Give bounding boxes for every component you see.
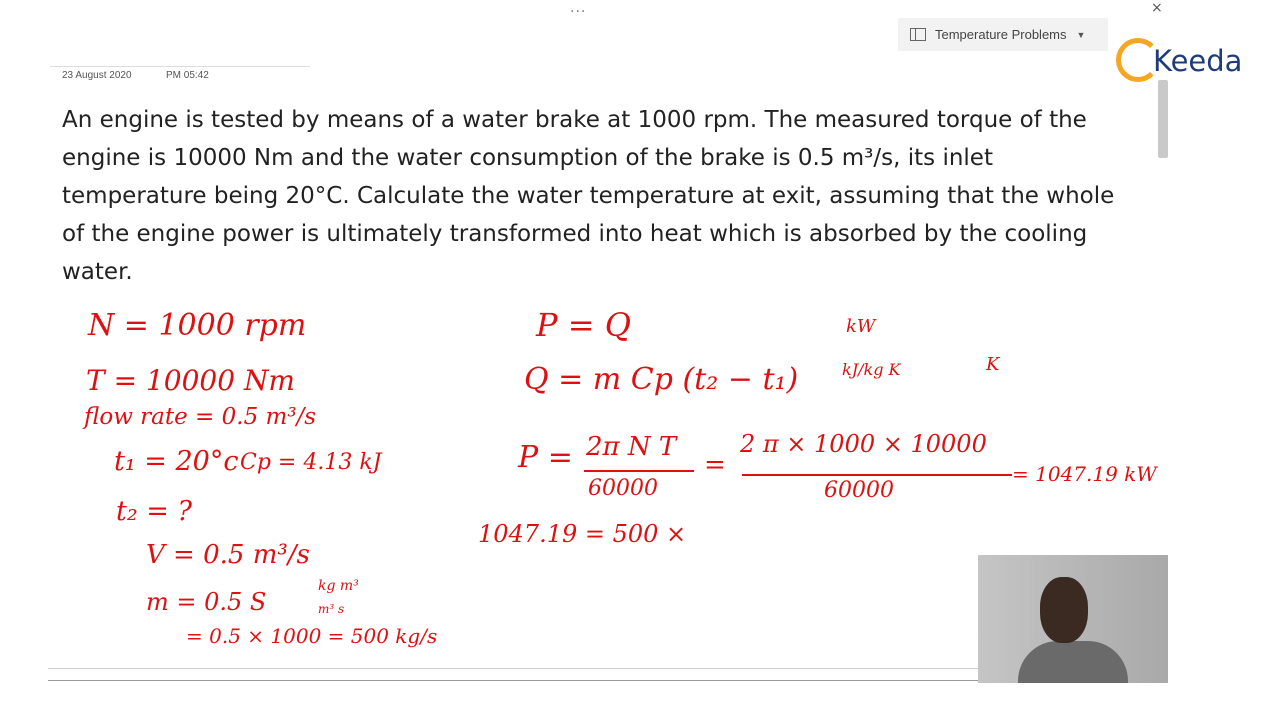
hand-volume: V = 0.5 m³/s (146, 540, 310, 570)
hand-t2: t₂ = ? (116, 496, 192, 527)
hand-mass-units-top: kg m³ (318, 578, 359, 594)
hand-p-equals-q: P = Q (536, 306, 631, 344)
more-options-icon[interactable]: ... (570, 0, 587, 16)
date-divider (50, 66, 310, 67)
presenter-webcam (978, 555, 1168, 683)
page-time: PM 05:42 (166, 70, 209, 81)
hand-power-label: P = (518, 440, 573, 475)
notebook-icon (910, 28, 926, 41)
page-date: 23 August 2020 (62, 70, 132, 81)
page-divider (48, 668, 978, 669)
hand-kw: kW (846, 316, 876, 337)
hand-power-numerator-2: 2 π × 1000 × 10000 (740, 430, 987, 458)
hand-power-result: = 1047.19 kW (1012, 462, 1157, 486)
hand-flow: flow rate = 0.5 m³/s (84, 404, 317, 430)
section-label: Temperature Problems (935, 27, 1067, 42)
hand-mass: m = 0.5 S (146, 588, 267, 616)
section-dropdown[interactable] (898, 18, 1108, 51)
hand-power-numerator: 2π N T (586, 432, 677, 462)
hand-mass-units-bottom: m³ s (318, 602, 345, 616)
vertical-scrollbar[interactable] (1158, 80, 1168, 158)
hand-n: N = 1000 rpm (88, 308, 307, 343)
hand-cp-units: kJ/kg K (842, 360, 901, 379)
hand-fraction-line (584, 470, 694, 472)
hand-equals: = (704, 450, 726, 480)
hand-energy-balance: 1047.19 = 500 × (478, 520, 687, 548)
problem-statement: An engine is tested by means of a water brake at 1000 rpm. The measured torque of the engine is 10000 Nm and the water consumption of the brake is 0.5 m³/s, its inlet temperature being 20°C. Calculate the water temperature at exit, assuming that the whole of the engine power is ultimately transformed into heat which is absorbed by the cooling water. (62, 107, 1115, 285)
close-icon[interactable]: × (1151, 0, 1163, 16)
hand-power-denominator: 60000 (588, 476, 658, 501)
hand-t1: t₁ = 20°c (114, 446, 239, 477)
hand-fraction-line-2 (742, 474, 1012, 476)
presenter-head (1040, 577, 1088, 643)
hand-power-denominator-2: 60000 (824, 478, 894, 503)
hand-torque: T = 10000 Nm (86, 364, 295, 397)
logo-text: Keeda (1153, 44, 1243, 78)
hand-mass-calc: = 0.5 × 1000 = 500 kg/s (186, 624, 438, 648)
hand-k: K (986, 354, 1000, 375)
chevron-down-icon: ▼ (1076, 29, 1086, 40)
ekeeda-logo (1116, 38, 1256, 102)
hand-cp: Cp = 4.13 kJ (240, 450, 382, 475)
hand-q-equation: Q = m Cp (t₂ − t₁) (524, 362, 799, 397)
